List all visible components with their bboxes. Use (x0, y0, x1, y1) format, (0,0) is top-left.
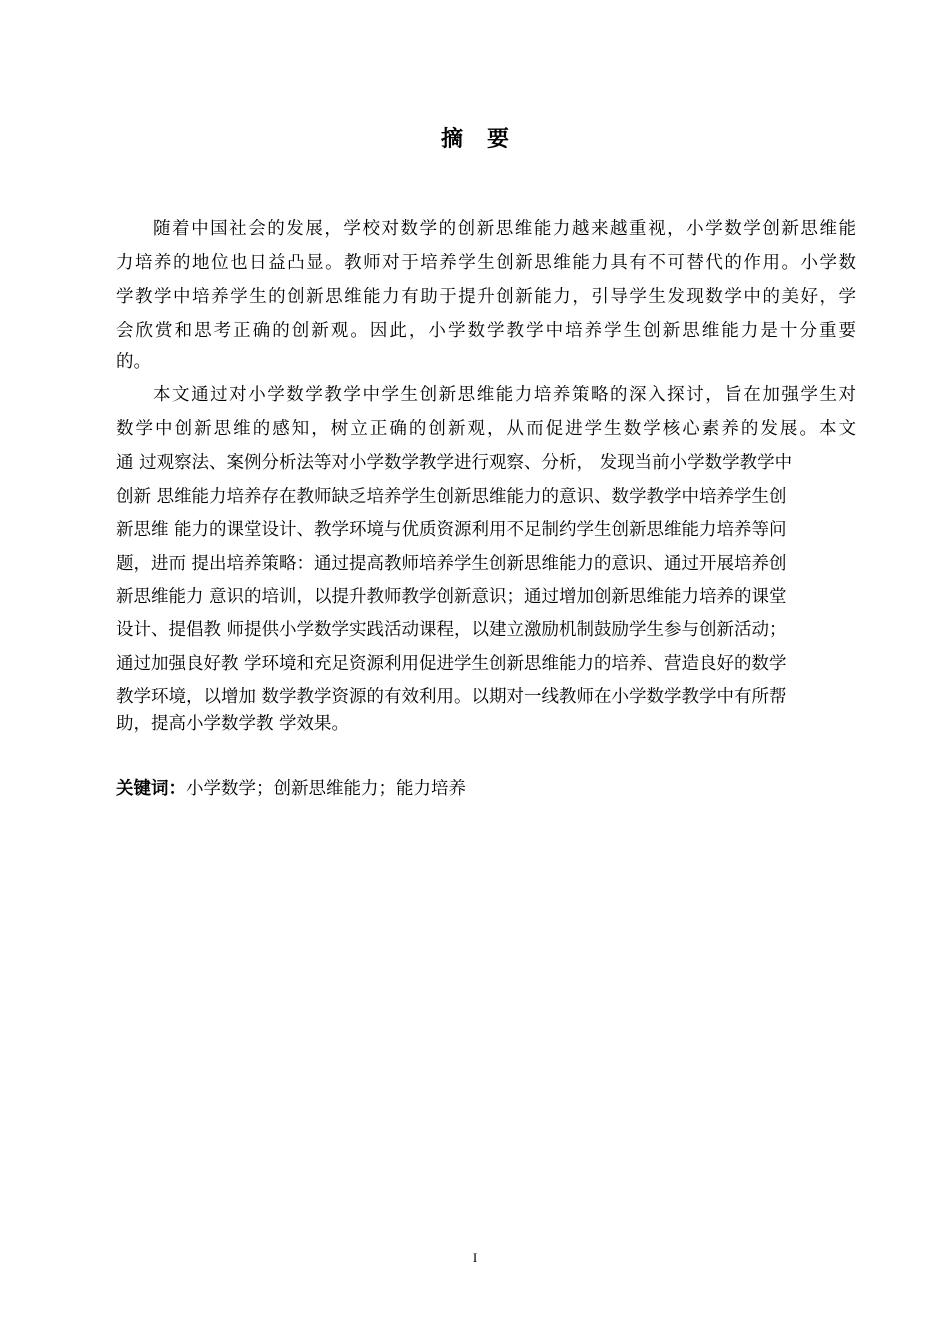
text-line: 数学中创新思维的感知，树立正确的创新观，从而促进学生数学核心素养的发展。本文 (116, 419, 856, 439)
keywords-label: 关键词： (116, 779, 186, 799)
text-line: 创新 思维能力培养存在教师缺乏培养学生创新思维能力的意识、数学教学中培养学生创 (116, 487, 787, 507)
keywords-value: 小学数学；创新思维能力；能力培养 (186, 779, 466, 799)
abstract-title: 摘要 (440, 127, 533, 152)
text-line: 会欣赏和思考正确的创新观。因此，小学数学教学中培养学生创新思维能力是十分重要 (116, 321, 856, 341)
text-line: 设计、提倡教 师提供小学数学实践活动课程，以建立激励机制鼓励学生参与创新活动； (116, 620, 787, 640)
text-line: 助，提高小学数学教 学效果。 (116, 714, 350, 734)
text-line: 新思维能力 意识的培训，以提升教师教学创新意识；通过增加创新思维能力培养的课堂 (116, 587, 787, 607)
text-line: 教学环境，以增加 数学教学资源的有效利用。以期对一线教师在小学数学教学中有所帮 (116, 687, 787, 707)
text-line: 通过加强良好教 学环境和充足资源利用促进学生创新思维能力的培养、营造良好的数学 (116, 654, 787, 674)
text-line: 的。 (116, 352, 151, 372)
text-line: 新思维 能力的课堂设计、教学环境与优质资源利用不足制约学生创新思维能力培养等问 (116, 520, 787, 540)
text-line: 本文通过对小学数学教学中学生创新思维能力培养策略的深入探讨，旨在加强学生对 (153, 385, 856, 405)
text-line: 通 过观察法、案例分析法等对小学数学教学进行观察、分析， 发现当前小学数学教学中 (116, 453, 793, 473)
text-line: 学教学中培养学生的创新思维能力有助于提升创新能力，引导学生发现数学中的美好，学 (116, 287, 856, 307)
page-number: I (472, 1250, 478, 1265)
text-line: 随着中国社会的发展，学校对数学的创新思维能力越来越重视，小学数学创新思维能 (153, 219, 856, 239)
keywords (116, 778, 466, 800)
text-line: 题，进而 提出培养策略：通过提高教师培养学生创新思维能力的意识、通过开展培养创 (116, 554, 787, 574)
text-line: 力培养的地位也日益凸显。教师对于培养学生创新思维能力具有不可替代的作用。小学数 (116, 253, 856, 273)
